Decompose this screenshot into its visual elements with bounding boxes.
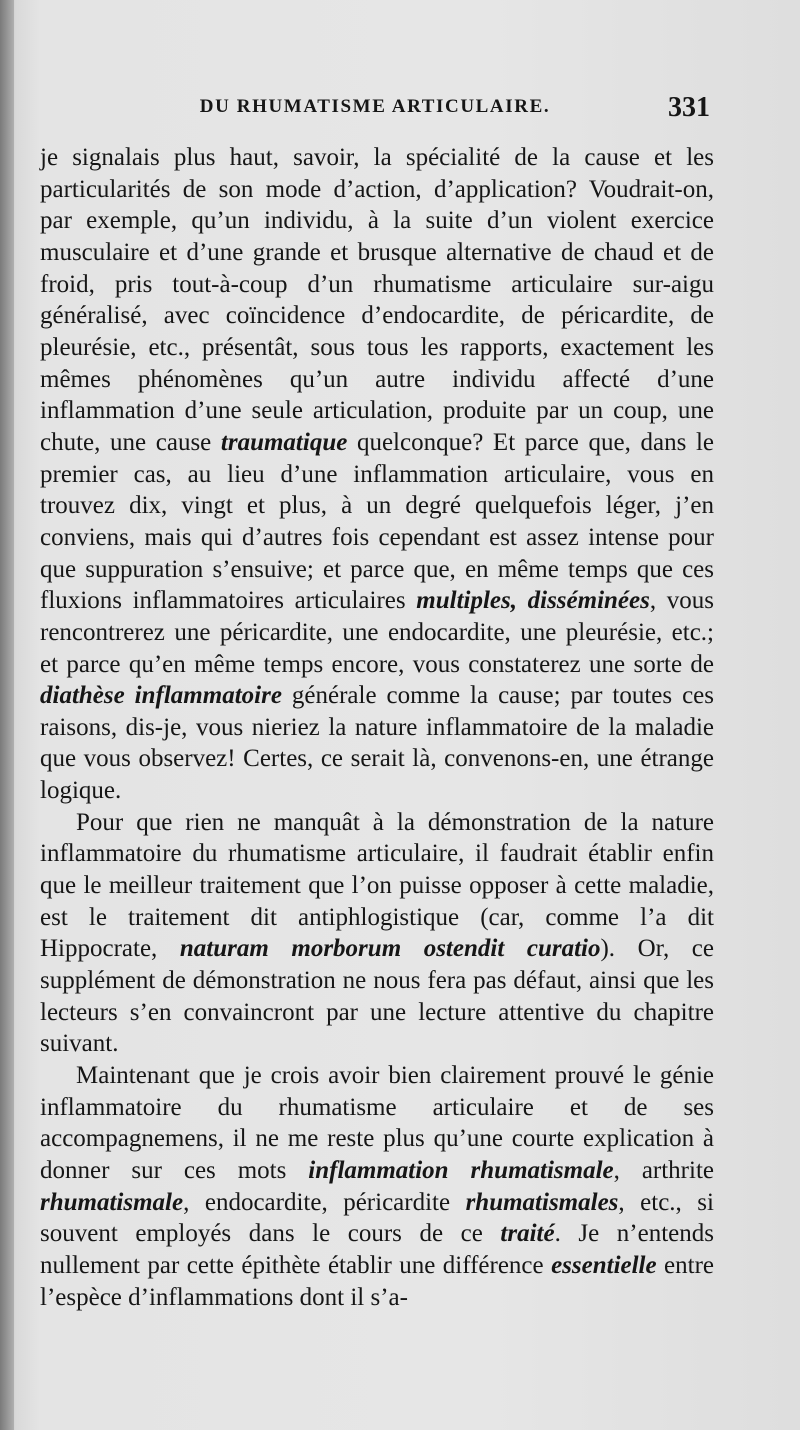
italic-term: multiples, disséminées <box>416 587 650 615</box>
italic-term: essentielle <box>551 1251 657 1279</box>
text-run: entre l’espèce d’inflammations dont il s’a- <box>40 1251 714 1311</box>
paragraph <box>40 142 714 807</box>
text-run: Pour que rien ne manquât à la démonstration de la nature inflammatoire du rhumatisme articulaire, il faudrait établir enfin que le meilleur traitement que l’on puisse opposer à cette maladie, est le traitement dit antiphlogistique (car, comme l’a dit Hippocrate, <box>40 808 714 963</box>
text-run: , vous rencontrerez une péricardite, une endocardite, une pleurésie, etc.; et parce qu’en même temps encore, vous constaterez une sorte de <box>40 587 714 678</box>
text-run: ). Or, ce supplément de démonstration ne nous fera pas défaut, ainsi que les lecteurs s’en convaincront par une lecture attentive du chapitre suivant. <box>40 935 715 1058</box>
italic-term: traité <box>500 1220 555 1248</box>
text-run: . Je n’entends nullement par cette épithète établir une différence <box>40 1220 714 1279</box>
page-number: 331 <box>668 92 710 123</box>
italic-term: rhumatismale <box>40 1188 184 1216</box>
text-run: , endocardite, péricardite <box>183 1188 466 1216</box>
page-header <box>40 94 710 134</box>
italic-term: traumatique <box>220 428 348 456</box>
binding-gutter <box>0 0 14 1430</box>
text-run: Maintenant que je crois avoir bien clairement prouvé le génie inflammatoire du rhumatisme articulaire et de ses accompagnemens, il ne me reste plus qu’une courte explication à donner sur ces mots <box>40 1062 714 1184</box>
italic-term: diathèse inflammatoire <box>40 682 282 710</box>
text-run: je signalais plus haut, savoir, la spécialité de la cause et les particularités de son mode d’action, d’application? Voudrait-on, par exemple, qu’un individu, à la suite d’un violent exercice musculaire et d’une grande et brusque alternative de chaud et de froid, pris tout-à-coup d’un rhumatisme articulaire sur-aigu généralisé, avec coïncidence d’endocardite, de péricardite, de pleurésie, etc., présentât, sous tous les rapports, exactement les mêmes phénomènes qu’un autre individu affecté d’une inflammation d’une seule articulation, produite par un coup, une chute, une cause <box>40 144 714 456</box>
italic-term: inflammation rhumatismale <box>308 1157 614 1184</box>
paragraph <box>40 807 714 1060</box>
paragraph <box>40 1060 714 1313</box>
italic-term: rhumatismales <box>465 1188 619 1216</box>
text-run: quelconque? Et parce que, dans le premier cas, au lieu d’une inflammation articulaire, vous en trouvez dix, vingt et plus, à un degré quelquefois léger, j’en conviens, mais qui d’autres fois cependant est assez intense pour que suppuration s’ensuive; et parce que, en même temps que ces fluxions inflammatoires articulaires <box>40 428 714 615</box>
text-run: , etc., si souvent employés dans le cours de ce <box>40 1188 714 1248</box>
italic-term: naturam morborum ostendit curatio <box>179 935 601 963</box>
running-title: DU RHUMATISME ARTICULAIRE. <box>199 96 551 117</box>
body-text <box>40 142 714 1313</box>
text-run: , arthrite <box>613 1157 714 1184</box>
text-run: générale comme la cause; par toutes ces raisons, dis-je, vous nieriez la nature inflammatoire de la maladie que vous observez! Certes, ce serait là, convenons-en, une étrange logique. <box>40 682 714 805</box>
